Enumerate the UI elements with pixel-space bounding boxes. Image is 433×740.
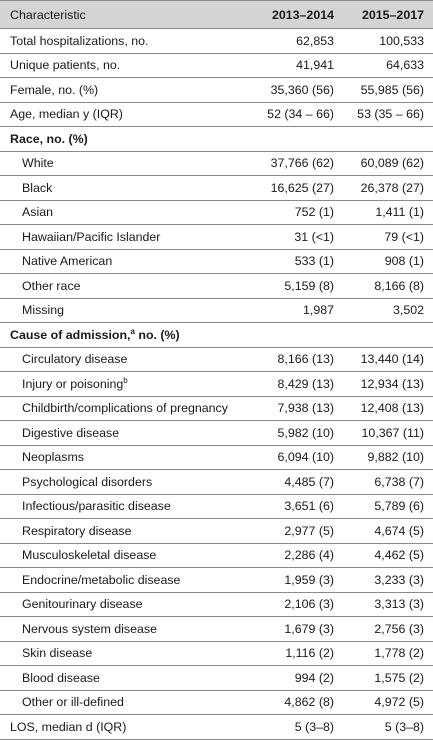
section-header-row [0,323,433,348]
value-period-2: 1,411 (1) [375,205,424,220]
row-label [0,573,241,587]
row-label [0,524,241,538]
table-row [0,446,433,471]
value-period-2: 60,089 (62) [360,156,424,171]
value-period-2: 12,408 (13) [360,401,424,416]
row-label-text: Respiratory disease [22,523,132,538]
table-row [0,642,433,667]
value-period-2: 13,440 (14) [360,352,424,367]
table-row [0,250,433,275]
value-period-2: 10,367 (11) [361,425,424,440]
row-label-text: Blood disease [22,670,100,685]
table-row [0,54,433,79]
value-period-1: 994 (2) [294,670,334,685]
footnote-marker: b [123,375,128,385]
value-period-2: 6,738 (7) [374,474,424,489]
value-period-1: 8,429 (13) [277,376,334,391]
row-label-text: Childbirth/complications of pregnancy [22,401,228,416]
row-label [0,352,241,366]
row-label [0,377,241,391]
table-row [0,103,433,128]
value-period-2: 5,789 (6) [374,499,424,514]
row-label [0,720,241,734]
value-period-2: 53 (35 – 66) [357,107,424,122]
table-row [0,225,433,250]
row-label [0,450,241,464]
value-period-1: 8,166 (13) [277,352,334,367]
value-period-2: 100,533 [379,33,424,48]
row-label-tail: no. (%) [134,327,180,342]
table-row [0,29,433,54]
table-row [0,470,433,495]
row-label [0,181,241,195]
value-period-1: 5,982 (10) [277,425,334,440]
value-period-2: 908 (1) [384,254,424,269]
row-label [0,671,241,685]
value-period-1: 37,766 (62) [270,156,334,171]
row-label-text: LOS, median d (IQR) [10,719,127,734]
value-period-1: 3,651 (6) [284,499,334,514]
row-label-text: Total hospitalizations, no. [10,33,149,48]
row-label-text: Black [22,180,53,195]
value-period-1: 16,625 (27) [270,180,334,195]
row-label-text: Cause of admission, [10,327,131,342]
row-label-text: Other race [22,278,81,293]
row-label-text: Nervous system disease [22,621,157,636]
value-period-1: 5,159 (8) [284,278,334,293]
table-body [0,29,433,740]
value-period-2: 3,233 (3) [374,572,424,587]
row-label [0,34,241,48]
value-period-1: 52 (34 – 66) [267,107,334,122]
table-row [0,274,433,299]
header-period-2: 2015–2017 [361,7,424,22]
value-period-2: 1,575 (2) [374,670,424,685]
value-period-2: 8,166 (8) [374,278,424,293]
row-label-text: Psychological disorders [22,474,153,489]
table-row [0,372,433,397]
row-label-text: Injury or poisoning [22,376,124,391]
value-period-1: 31 (<1) [294,229,334,244]
table-row [0,715,433,740]
value-period-1: 752 (1) [294,205,334,220]
value-period-1: 41,941 [296,58,334,73]
row-label [0,132,241,146]
row-label [0,107,241,121]
row-label [0,548,241,562]
row-label [0,499,241,513]
value-period-1: 1,116 (2) [285,646,334,661]
table-row [0,617,433,642]
table-row [0,348,433,373]
row-label-text: Circulatory disease [22,352,128,367]
row-label-text: Endocrine/metabolic disease [22,572,181,587]
value-period-2: 26,378 (27) [360,180,424,195]
table-row [0,593,433,618]
table-row [0,421,433,446]
row-label-text: Race, no. (%) [10,131,88,146]
value-period-2: 5 (3–8) [384,719,424,734]
row-label [0,426,241,440]
section-header-row [0,127,433,152]
row-label [0,279,241,293]
table-row [0,568,433,593]
value-period-1: 35,360 (56) [270,82,334,97]
value-period-1: 62,853 [296,33,334,48]
row-label-text: White [22,156,54,171]
row-label-text: Unique patients, no. [10,58,121,73]
row-label [0,83,241,97]
table-row [0,495,433,520]
value-period-2: 55,985 (56) [360,82,424,97]
header-period-1: 2013–2014 [271,7,334,22]
value-period-2: 1,778 (2) [374,646,424,661]
row-label-text: Other or ill-defined [22,695,124,710]
value-period-1: 7,938 (13) [277,401,334,416]
value-period-2: 3,502 [392,303,424,318]
table-row [0,201,433,226]
value-period-2: 2,756 (3) [374,621,424,636]
row-label [0,254,241,268]
value-period-2: 12,934 (13) [360,376,424,391]
row-label-text: Skin disease [22,646,93,661]
row-label [0,205,241,219]
row-label-text: Native American [22,254,113,269]
row-label [0,58,241,72]
footnote-marker: a [130,326,135,336]
row-label-text: Age, median y (IQR) [10,107,123,122]
row-label [0,622,241,636]
value-period-2: 9,882 (10) [367,450,424,465]
row-label [0,475,241,489]
row-label [0,646,241,660]
table-row [0,299,433,324]
row-label [0,230,241,244]
value-period-1: 4,862 (8) [284,695,334,710]
row-label-text: Musculoskeletal disease [22,548,157,563]
value-period-1: 2,286 (4) [284,548,334,563]
row-label-text: Infectious/parasitic disease [22,499,171,514]
row-label-text: Female, no. (%) [10,82,99,97]
value-period-2: 4,462 (5) [374,548,424,563]
value-period-1: 533 (1) [294,254,334,269]
table-row [0,519,433,544]
table-row [0,78,433,103]
row-label [0,328,241,342]
header-characteristic: Characteristic [10,7,86,22]
row-label-text: Hawaiian/Pacific Islander [22,229,161,244]
value-period-1: 2,977 (5) [284,523,334,538]
row-label [0,401,241,415]
row-label-text: Digestive disease [22,425,120,440]
value-period-1: 5 (3–8) [294,719,334,734]
value-period-2: 4,674 (5) [374,523,424,538]
row-label-text: Neoplasms [22,450,84,465]
row-label-text: Missing [22,303,64,318]
value-period-1: 1,959 (3) [284,572,334,587]
table-row [0,397,433,422]
value-period-1: 4,485 (7) [284,474,334,489]
value-period-1: 2,106 (3) [284,597,334,612]
row-label [0,303,241,317]
value-period-2: 3,313 (3) [374,597,424,612]
table-row [0,152,433,177]
value-period-2: 79 (<1) [384,229,424,244]
row-label [0,156,241,170]
table-row [0,691,433,716]
table-row [0,176,433,201]
table-row [0,666,433,691]
value-period-2: 4,972 (5) [374,695,424,710]
value-period-1: 6,094 (10) [277,450,334,465]
value-period-2: 64,633 [386,58,424,73]
table-header-row [0,0,433,29]
value-period-1: 1,679 (3) [284,621,334,636]
row-label-text: Asian [22,205,53,220]
row-label [0,597,241,611]
row-label-text: Genitourinary disease [22,597,143,612]
table-row [0,544,433,569]
value-period-1: 1,987 [302,303,334,318]
row-label [0,695,241,709]
